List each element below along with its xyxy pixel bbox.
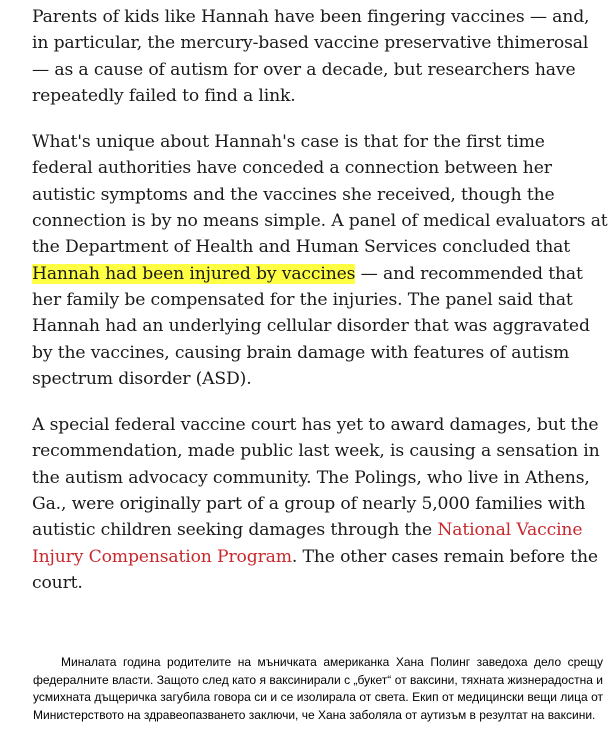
article-body xyxy=(32,4,610,616)
bulgarian-caption: Миналата година родителите на мъничката американка Хана Полинг заведоха дело срещу федералните власти. Защото след като я ваксинирали с „букет“ от ваксини, тяхната жизнерадостна и усмихната дъщеричка загубила говора си и се изолирала от света. Екип от медицински вещи лица от Министерството на здравеопазването заключи, че Хана заболяла от аутизъм в резултат на ваксини. xyxy=(33,655,603,722)
paragraph-3-text-after: . The other cases remain before the court. xyxy=(32,546,598,593)
paragraph-1 xyxy=(32,4,610,109)
paragraph-2-text-before: What's unique about Hannah's case is that for the first time federal authorities have conceded a connection between her autistic symptoms and the vaccines she received, though the connection is by no means simple. A panel of medical evaluators at the Department of Health and Human Services concluded that xyxy=(32,132,608,258)
paragraph-1-text: Parents of kids like Hannah have been fingering vaccines — and, in particular, the mercury-based vaccine preservative thimerosal — as a cause of autism for over a decade, but researchers have repeatedly failed to find a link. xyxy=(32,7,590,106)
vaccine-program-link[interactable]: National Vaccine Injury Compensation Program xyxy=(32,520,583,567)
paragraph-2 xyxy=(32,129,610,392)
paragraph-3 xyxy=(32,412,610,596)
highlighted-quote: Hannah had been injured by vaccines xyxy=(32,263,356,284)
paragraph-2-text-after: — and recommended that her family be compensated for the injuries. The panel said that Hannah had an underlying cellular disorder that was aggravated by the vaccines, causing brain damage with features of autism spectrum disorder (ASD). xyxy=(32,263,590,389)
paragraph-3-text-before: A special federal vaccine court has yet to award damages, but the recommendation, made public last week, is causing a sensation in the autism advocacy community. The Polings, who live in Athens, Ga., were originally part of a group of nearly 5,000 families with autistic children seeking damages through the xyxy=(32,415,600,541)
